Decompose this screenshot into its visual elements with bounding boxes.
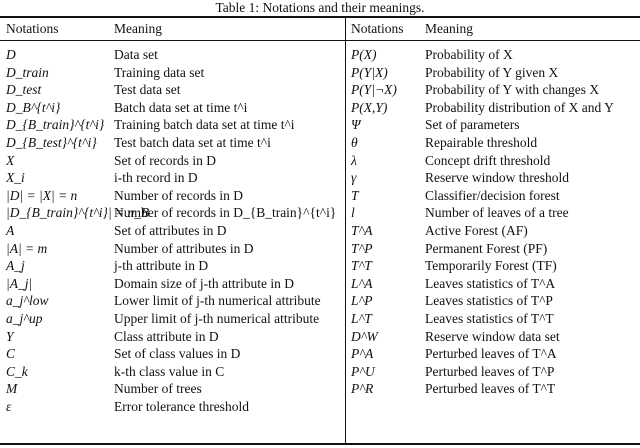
notation-cell: T^P — [351, 240, 373, 256]
meaning-cell: Classifier/decision forest — [425, 187, 560, 203]
left-meaning-column — [114, 46, 336, 415]
meaning-cell: Number of trees — [114, 381, 202, 397]
meaning-cell: Probability distribution of X and Y — [425, 99, 614, 115]
meaning-cell: Set of records in D — [114, 152, 216, 168]
meaning-cell: Leaves statistics of T^T — [425, 310, 554, 326]
meaning-cell: Batch data set at time t^i — [114, 99, 248, 115]
notation-cell: λ — [351, 152, 357, 168]
notation-cell: D_{B_train}^{t^i} — [6, 117, 105, 133]
meaning-cell: Error tolerance threshold — [114, 398, 249, 414]
notation-cell: T^A — [351, 222, 373, 238]
meaning-cell: Lower limit of j-th numerical attribute — [114, 293, 321, 309]
meaning-cell: Reserve window threshold — [425, 170, 569, 186]
notation-cell: a_j^up — [6, 310, 43, 326]
meaning-cell: j-th attribute in D — [114, 258, 209, 274]
notation-cell: P(X,Y) — [351, 99, 388, 115]
notation-cell: P^R — [351, 381, 374, 397]
meaning-cell: Leaves statistics of T^P — [425, 293, 553, 309]
meaning-cell: Perturbed leaves of T^P — [425, 363, 555, 379]
notation-cell: M — [6, 381, 18, 397]
meaning-cell: Repairable threshold — [425, 134, 538, 150]
meaning-cell: Temporarily Forest (TF) — [425, 258, 557, 274]
header-notations-left: Notations — [6, 21, 59, 36]
right-notation-column — [351, 46, 397, 398]
notation-cell: Ψ — [351, 117, 361, 133]
meaning-cell: Probability of X — [425, 47, 513, 62]
meaning-cell: i-th record in D — [114, 170, 198, 186]
meaning-cell: Training data set — [114, 64, 205, 80]
notation-cell: C_k — [6, 363, 28, 379]
notation-cell: D^W — [351, 328, 378, 344]
notation-cell: P(Y|X) — [351, 64, 388, 80]
meaning-cell: Permanent Forest (PF) — [425, 240, 548, 256]
meaning-cell: Probability of Y with changes X — [425, 82, 600, 98]
notation-cell: |A| = m — [6, 240, 48, 256]
notation-cell: |D_{B_train}^{t^i}| = n_B — [6, 205, 150, 221]
meaning-cell: Test batch data set at time t^i — [114, 134, 271, 150]
bottom-rule — [0, 443, 640, 445]
meaning-cell: Reserve window data set — [425, 328, 560, 344]
notation-cell: a_j^low — [6, 293, 49, 309]
table-caption: Table 1: Notations and their meanings. — [215, 0, 425, 15]
notation-cell: A — [6, 222, 15, 238]
notation-cell: L^P — [351, 293, 373, 309]
meaning-cell: Domain size of j-th attribute in D — [114, 275, 294, 291]
notation-cell: ε — [6, 398, 12, 414]
notation-cell: Y — [6, 328, 14, 344]
meaning-cell: Set of parameters — [425, 117, 520, 133]
notation-cell: |D| = |X| = n — [6, 187, 78, 203]
meaning-cell: Set of class values in D — [114, 346, 241, 362]
notation-cell: P^A — [351, 346, 374, 362]
meaning-cell: Leaves statistics of T^A — [425, 275, 556, 291]
notation-cell: C — [6, 346, 16, 362]
meaning-cell: Set of attributes in D — [114, 222, 227, 238]
meaning-cell: Perturbed leaves of T^A — [425, 346, 557, 362]
notation-cell: P(X) — [351, 47, 377, 62]
right-meaning-column — [425, 46, 614, 398]
notation-cell: P(Y|¬X) — [351, 82, 397, 98]
notation-cell: D — [6, 47, 16, 62]
meaning-cell: Data set — [114, 47, 158, 62]
notation-cell: T^T — [351, 258, 372, 274]
header-notations-right: Notations — [351, 21, 404, 36]
notation-cell: D_train — [6, 64, 49, 80]
notation-cell: P^U — [351, 363, 375, 379]
notation-cell: L^A — [351, 275, 373, 291]
notation-cell: D_B^{t^i} — [6, 99, 61, 115]
notation-cell: L^T — [351, 310, 372, 326]
meaning-cell: Active Forest (AF) — [425, 222, 528, 238]
header-meaning-left: Meaning — [114, 21, 162, 36]
meaning-cell: Number of records in D — [114, 187, 243, 203]
meaning-cell: Number of attributes in D — [114, 240, 254, 256]
notation-cell: |A_j| — [6, 275, 33, 291]
meaning-cell: Concept drift threshold — [425, 152, 551, 168]
meaning-cell: k-th class value in C — [114, 363, 225, 379]
notation-cell: A_j — [6, 258, 25, 274]
meaning-cell: Class attribute in D — [114, 328, 219, 344]
meaning-cell: Number of records in D_{B_train}^{t^i} — [114, 205, 337, 221]
meaning-cell: Number of leaves of a tree — [425, 205, 569, 221]
notation-cell: l — [351, 205, 355, 221]
notation-cell: γ — [351, 170, 357, 186]
meaning-cell: Perturbed leaves of T^T — [425, 381, 556, 397]
notation-cell: T — [351, 187, 359, 203]
meaning-cell: Test data set — [114, 82, 181, 98]
notation-cell: X — [6, 152, 15, 168]
notation-cell: X_i — [6, 170, 25, 186]
column-divider — [345, 41, 346, 443]
header-meaning-right: Meaning — [425, 21, 473, 36]
meaning-cell: Probability of Y given X — [425, 64, 559, 80]
notation-cell: D_test — [6, 82, 42, 98]
meaning-cell: Upper limit of j-th numerical attribute — [114, 310, 320, 326]
meaning-cell: Training batch data set at time t^i — [114, 117, 295, 133]
notation-cell: D_{B_test}^{t^i} — [6, 134, 97, 150]
notation-cell: θ — [351, 134, 358, 150]
column-divider — [345, 18, 346, 40]
top-rule — [0, 16, 640, 18]
header-rule — [0, 40, 640, 41]
